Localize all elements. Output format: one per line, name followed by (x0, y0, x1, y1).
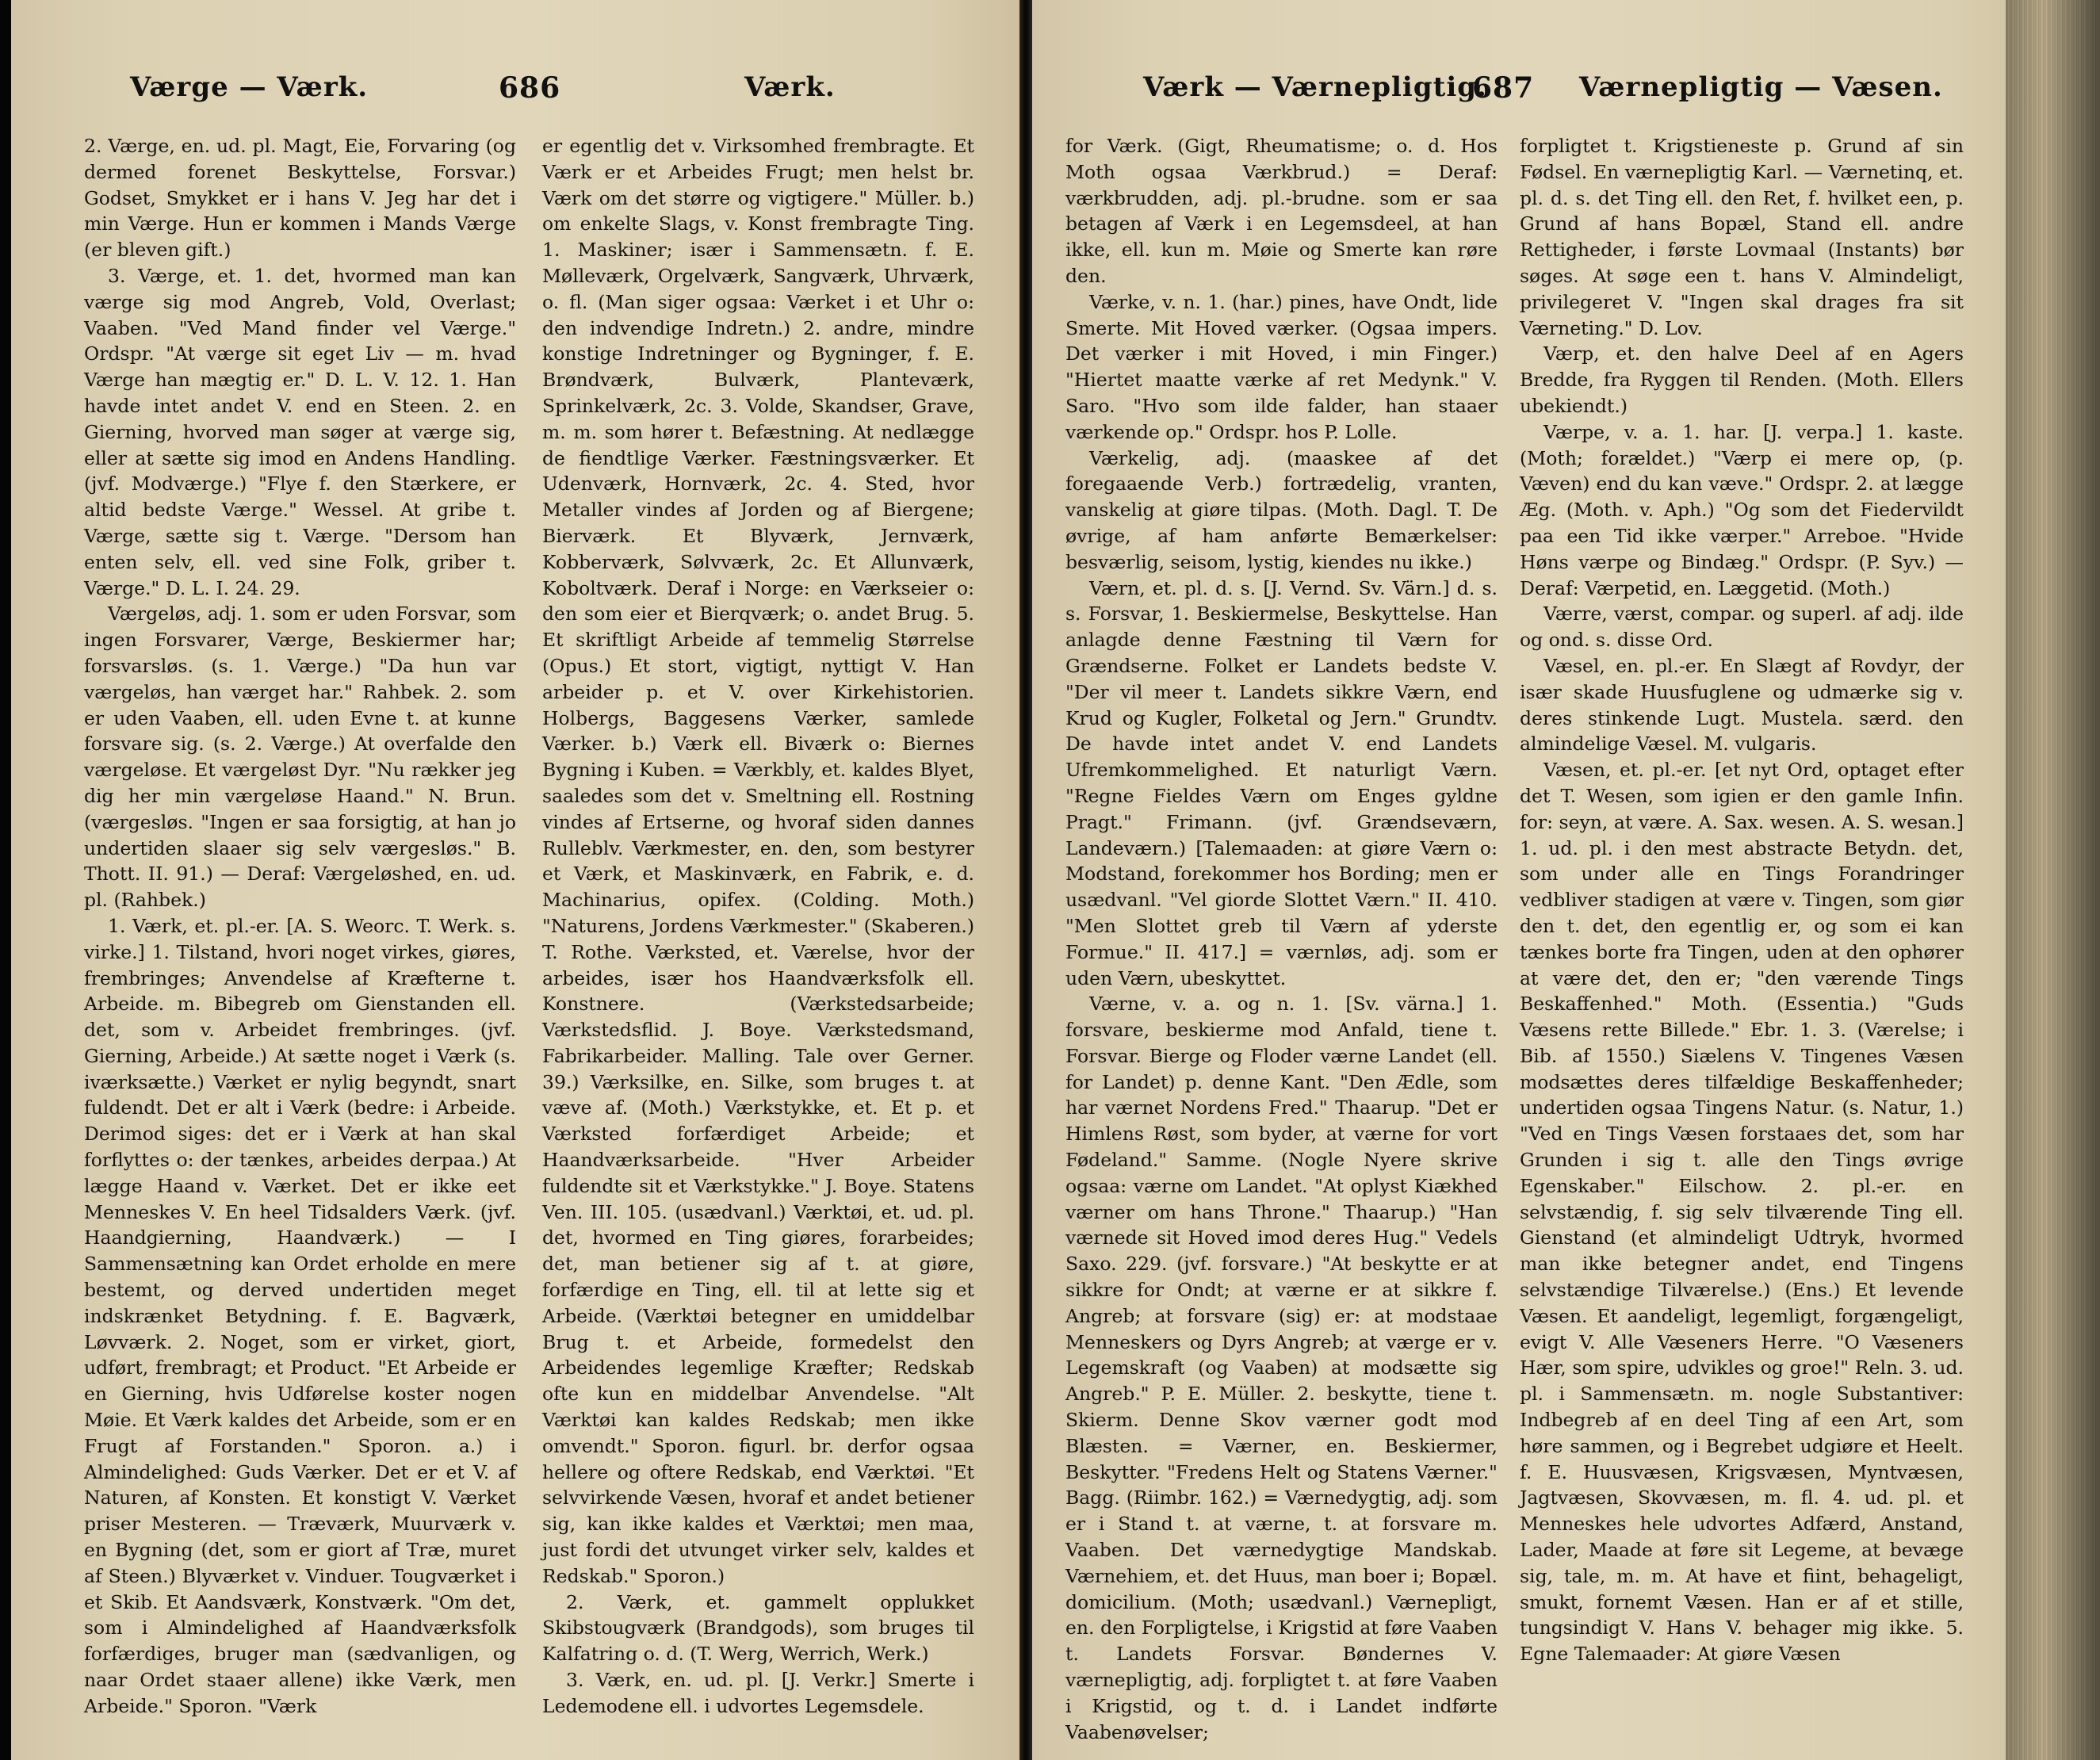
left-page-running-head-left: Værge — Værk. (130, 71, 369, 103)
entry-paragraph: Værpe, v. a. 1. har. [J. verpa.] 1. kaste. (Moth; forældet.) "Værp ei mere op, (p. Væven) end du kan væve." Ordspr. 2. at lægge Æg. (Moth. v. Aph.) "Og som det Fiedervildt paa een Tid ikke værper." Arreboe. "Hvide Høns værpe og Bindæg." Ordspr. (P. Syv.) — Deraf: Værpetid, en. Læggetid. (Moth.) (1520, 420, 1964, 599)
right-page-running-head-right: Værnepligtig — Væsen. (1579, 71, 1943, 103)
entry-paragraph: Værp, et. den halve Deel af en Agers Bredde, fra Ryggen til Renden. (Moth. Ellers ubekiendt.) (1520, 342, 1964, 417)
entry-paragraph: 3. Værk, en. ud. pl. [J. Verkr.] Smerte i Ledemodene ell. i udvortes Legemsdele. (542, 1669, 974, 1717)
entry-paragraph: Væsel, en. pl.-er. En Slægt af Rovdyr, der især skade Huusfuglene og udmærke sig v. deres stinkende Lugt. Mustela. særd. den almindelige Væsel. M. vulgaris. (1520, 654, 1964, 756)
entry-paragraph: 2. Værge, en. ud. pl. Magt, Eie, Forvaring (og dermed forenet Beskyttelse, Forsvar.) Godset, Smykket er i hans V. Jeg har det i min Værge. Hun er kommen i Mands Værge (er bleven gift.) (84, 135, 516, 262)
entry-paragraph: Værre, værst, compar. og superl. af adj. ilde og ond. s. disse Ord. (1520, 603, 1964, 652)
right-page-running-head-left: Værk — Værnepligtig. (1143, 71, 1487, 103)
right-page (1032, 0, 2052, 1760)
entry-paragraph: er egentlig det v. Virksomhed frembragte. Et Værk er et Arbeides Frugt; men helst br. Værk om det større og vigtigere." Müller. b.) om enkelte Slags, v. Konst frembragte Ting. 1. Maskiner; især i Sammensætn. f. E. Mølleværk, Orgelværk, Sangværk, Uhrværk, o. fl. (Man siger ogsaa: Værket i et Uhr o: den indvendige Indretn.) 2. andre, mindre konstige Indretninger og Bygninger, f. E. Brøndværk, Bulværk, Planteværk, Sprinkelværk, 2c. 3. Volde, Skandser, Grave, m. m. som hører t. Befæstning. At nedlægge de fiendtlige Værker. Fæstningsværker. Et Udenværk, Hornværk, 2c. 4. Sted, hvor Metaller vindes af Jorden og af Biergene; Bierværk. Et Blyværk, Jernværk, Kobberværk, Sølvværk, 2c. Et Allunværk, Koboltværk. Deraf i Norge: en Værkseier o: den som eier et Bierqværk; o. andet Brug. 5. Et skriftligt Arbeide af temmelig Størrelse (Opus.) Et stort, vigtigt, nyttigt V. Han arbeider p. et V. over Kirkehistorien. Holbergs, Baggesens Værker, samlede Værker. b.) Værk ell. Biværk o: Biernes Bygning i Kuben. = Værkbly, et. kaldes Blyet, saaledes som det v. Smeltning ell. Rostning vindes af Ertserne, og hvoraf siden dannes Rulleblv. Værkmester, en. den, som bestyrer et Værk, et Maskinværk, en Fabrik, e. d. Machinarius, opifex. (Colding. Moth.) "Naturens, Jordens Værkmester." (Skaberen.) T. Rothe. Værksted, et. Værelse, hvor der arbeides, især hos Haandværksfolk ell. Konstnere. (Værkstedsarbeide; Værkstedsflid. J. Boye. Værkstedsmand, Fabrikarbeider. Malling. Tale over Gerner. 39.) Værksilke, en. Silke, som bruges t. at væve af. (Moth.) Værkstykke, et. Et p. et Værksted forfærdiget Arbeide; et Haandværksarbeide. "Hver Arbeider fuldendte sit et Værkstykke." J. Boye. Statens Ven. III. 105. (usædvanl.) Værktøi, et. ud. pl. det, hvormed en Ting giøres, forarbeides; det, man betiener sig af t. at giøre, forfærdige en Ting, ell. til at lette sig et Arbeide. (Værktøi betegner en umiddelbar Brug t. et Arbeide, formedelst den Arbeidendes legemlige Kræfter; Redskab ofte kun en middelbar Anvendelse. "Alt Værktøi kan kaldes Redskab; men ikke omvendt." Sporon. figurl. br. derfor ogsaa hellere og oftere Redskab, end Værktøi. "Et selvvirkende Væsen, hvoraf et andet betiener sig, kan ikke kaldes et Værktøi; men maa, just fordi det utvunget virker selv, kaldes et Redskab." Sporon.) (542, 135, 974, 1587)
right-page-column-2 (1520, 133, 1964, 1711)
left-page (11, 0, 1019, 1760)
entry-paragraph: Værke, v. n. 1. (har.) pines, have Ondt, lide Smerte. Mit Hoved værker. (Ogsaa impers. Det værker i mit Hoved, i min Finger.) "Hiertet maatte værke af ret Medynk." V. Saro. "Hvo som ilde falder, han staaer værkende op." Ordspr. hos P. Lolle. (1065, 290, 1498, 443)
entry-paragraph: 3. Værge, et. 1. det, hvormed man kan værge sig mod Angreb, Vold, Overlast; Vaaben. "Ved Mand finder vel Værge." Ordspr. "At værge sit eget Liv — m. hvad Værge han mægtig er." D. L. V. 12. 1. Han havde intet andet V. end en Steen. 2. en Gierning, hvorved man søger at værge sig, eller at sætte sig imod en Andens Handling. (jvf. Modværge.) "Flye f. den Stærkere, er altid bedste Værge." Wessel. At gribe t. Værge, sætte sig t. Værge. "Dersom han enten selv, ell. ved sine Folk, griber t. Værge." D. L. I. 24. 29. (84, 264, 516, 599)
entry-paragraph: forpligtet t. Krigstieneste p. Grund af sin Fødsel. En værnepligtig Karl. — Værnetinq, et. pl. d. s. det Ting ell. den Ret, f. hvilket een, p. Grund af hans Bopæl, Stand ell. andre Rettigheder, i første Lovmaal (Instants) bør søges. At søge een t. hans V. Almindeligt, privilegeret V. "Ingen skal drages fra sit Værneting." D. Lov. (1520, 135, 1964, 339)
entry-paragraph: Værne, v. a. og n. 1. [Sv. värna.] 1. forsvare, beskierme mod Anfald, tiene t. Forsvar. Bierge og Floder værne Landet (ell. for Landet) p. denne Kant. "Den Ædle, som har værnet Nordens Fred." Thaarup. "Det er Himlens Røst, som byder, at værne for vort Fødeland." Samme. (Nogle Nyere skrive ogsaa: værne om Landet. "At oplyst Kiækhed værner om hans Throne." Thaarup.) "Han værnede sit Hoved imod deres Hug." Vedels Saxo. 229. (jvf. forsvare.) "At beskytte er at sikkre for Ondt; at værne er at sikkre f. Angreb; at forsvare (sig) er: at modstaae Menneskers og Dyrs Angreb; at værge er v. Legemskraft (og Vaaben) at modsætte sig Angreb." P. E. Müller. 2. beskytte, tiene t. Skierm. Denne Skov værner godt mod Blæsten. = Værner, en. Beskiermer, Beskytter. "Fredens Helt og Statens Værner." Bagg. (Riimbr. 162.) = Værnedygtig, adj. som er i Stand t. at værne, t. at forsvare m. Vaaben. Det værnedygtige Mandskab. Værnehiem, et. det Huus, man boer i; Bopæl. domicilium. (Moth; usædvanl.) Værnepligt, en. den Forpligtelse, i Krigstid at føre Vaaben t. Landets Forsvar. Bøndernes V. værnepligtig, adj. forpligtet t. at føre Vaaben i Krigstid, og t. d. i Landet indførte Vaabenøvelser; (1065, 993, 1498, 1743)
right-page-column-1 (1065, 133, 1498, 1743)
left-page-column-2 (542, 133, 974, 1717)
left-page-column-1 (84, 133, 516, 1717)
left-page-running-head-right: Værk. (744, 71, 836, 103)
left-page-number: 686 (499, 71, 561, 105)
entry-paragraph: Værgeløs, adj. 1. som er uden Forsvar, som ingen Forsvarer, Værge, Beskiermer har; forsvarsløs. (s. 1. Værge.) "Da hun var værgeløs, han værget har." Rahbek. 2. som er uden Vaaben, ell. uden Evne t. at kunne forsvare sig. (s. 2. Værge.) At overfalde den værgeløse. Et værgeløst Dyr. "Nu rækker jeg dig her min værgeløse Haand." N. Brun. (værgesløs. "Ingen er saa forsigtig, at han jo undertiden slaaer sig selv værgesløs." B. Thott. II. 91.) — Deraf: Værgeløshed, en. ud. pl. (Rahbek.) (84, 603, 516, 912)
right-page-number: 687 (1472, 71, 1535, 105)
entry-paragraph: Værn, et. pl. d. s. [J. Vernd. Sv. Värn.] d. s. s. Forsvar, 1. Beskiermelse, Beskyttelse. Han anlagde denne Fæstning til Værn for Grændserne. Folket er Landets bedste V. "Der vil meer t. Landets sikkre Værn, end Krud og Kugler, Folketal og Jern." Grundtv. De havde intet andet V. end Landets Ufremkommelighed. Et naturligt Værn. "Regne Fieldes Værn om Enges gyldne Pragt." Frimann. (jvf. Grændseværn, Landeværn.) [Talemaaden: at giøre Værn o: Modstand, forekommer hos Bording; men er usædvanl. "Vel giorde Slottet Værn." II. 410. "Men Slottet greb til Værn af yderste Formue." II. 417.] = værnløs, adj. som er uden Værn, ubeskyttet. (1065, 576, 1498, 989)
entry-paragraph: Væsen, et. pl.-er. [et nyt Ord, optaget efter det T. Wesen, som igien er den gamle Infin. for: seyn, at være. A. Sax. wesen. A. S. wesan.] 1. ud. pl. i den mest abstracte Betydn. det, som under alle en Tings Forandringer vedbliver stadigen at være v. Tingen, som giør den t. det, den egentlig er, og som ei kan tænkes borte fra Tingen, uden at den ophører at være det, den er; "den værende Tings Beskaffenhed." Moth. (Essentia.) "Guds Væsens rette Billede." Ebr. 1. 3. (Værelse; i Bib. af 1550.) Siælens V. Tingenes Væsen modsættes deres tilfældige Beskaffenheder; undertiden ogsaa Tingens Natur. (s. Natur, 1.) "Ved en Tings Væsen forstaaes det, som har Grunden i sig t. alle den Tings øvrige Egenskaber." Eilschow. 2. pl.-er. en selvstændig, f. sig selv tilværende Ting ell. Gienstand (et almindeligt Udtryk, hvormed man ikke betegner andet, end Tingens selvstændige Tilværelse.) (Ens.) Et levende Væsen. Et aandeligt, legemligt, forgængeligt, evigt V. Alle Væseners Herre. "O Væseners Hær, som spire, udvikles og groe!" Reln. 3. ud. pl. i Sammensætn. m. nogle Substantiver: Indbegreb af en deel Ting af een Art, som høre sammen, og i Begrebet udgiøre et Heelt. f. E. Huusvæsen, Krigsvæsen, Myntvæsen, Jagtvæsen, Skovvæsen, m. fl. 4. ud. pl. et Menneskes hele udvortes Adfærd, Anstand, Lader, Maade at føre sit Legeme, at bevæge sig, tale, m. m. At have et fiint, behageligt, smukt, fornemt Væsen. Han er af et stille, tungsindigt V. Hans V. behager mig ikke. 5. Egne Talemaader: At giøre Væsen (1520, 759, 1964, 1666)
entry-paragraph: 2. Værk, et. gammelt opplukket Skibstougværk (Brandgods), som bruges til Kalfatring o. d. (T. Werg, Werrich, Werk.) (542, 1590, 974, 1666)
book-gutter (1019, 0, 1032, 1760)
entry-paragraph: 1. Værk, et. pl.-er. [A. S. Weorc. T. Werk. s. virke.] 1. Tilstand, hvori noget virkes, giøres, frembringes; Anvendelse af Kræfterne t. Arbeide. m. Bibegreb om Gienstanden ell. det, som v. Arbeidet frembringes. (jvf. Gierning, Arbeide.) At sætte noget i Værk (s. iværksætte.) Værket er nylig begyndt, snart fuldendt. Det er alt i Værk (bedre: i Arbeide. Derimod siges: det er i Værk at han skal forflyttes o: der tænkes, arbeides derpaa.) At lægge Haand v. Værket. Det er ikke eet Menneskes V. En heel Tidsalders Værk. (jvf. Haandgierning, Haandværk.) — I Sammensætning kan Ordet erholde en mere bestemt, og derved undertiden meget indskrænket Betydning. f. E. Bagværk, Løvværk. 2. Noget, som er virket, giort, udført, frembragt; et Product. "Et Arbeide er en Gierning, hvis Udførelse koster nogen Møie. Et Værk kaldes det Arbeide, som er en Frugt af Forstanden." Sporon. a.) i Almindelighed: Guds Værker. Det er et V. af Naturen, af Konsten. Et konstigt V. Værket priser Mesteren. — Træværk, Muurværk v. en Bygning (det, som er giort af Træ, muret af Steen.) Blyværket v. Vinduer. Tougværket i et Skib. Et Aandsværk, Konstværk. "Om det, som i Almindelighed af Haandværksfolk forfærdiges, bruger man (sædvanligen, og naar Ordet staaer allene) ikke Værk, men Arbeide." Sporon. "Værk (84, 914, 516, 1717)
page-edges (2006, 0, 2100, 1760)
entry-paragraph: for Værk. (Gigt, Rheumatisme; o. d. Hos Moth ogsaa Værkbrud.) = Deraf: værkbrudden, adj. pl.-brudne. som er saa betagen af Værk i en Legemsdeel, at han ikke, ell. kun m. Møie og Smerte kan røre den. (1065, 135, 1498, 287)
entry-paragraph: Værkelig, adj. (maaskee af det foregaaende Verb.) fortrædelig, vranten, vanskelig at giøre tilpas. (Moth. Dagl. T. De øvrige, af ham anførte Bemærkelser: besværlig, seisom, lystig, kiendes nu ikke.) (1065, 446, 1498, 573)
